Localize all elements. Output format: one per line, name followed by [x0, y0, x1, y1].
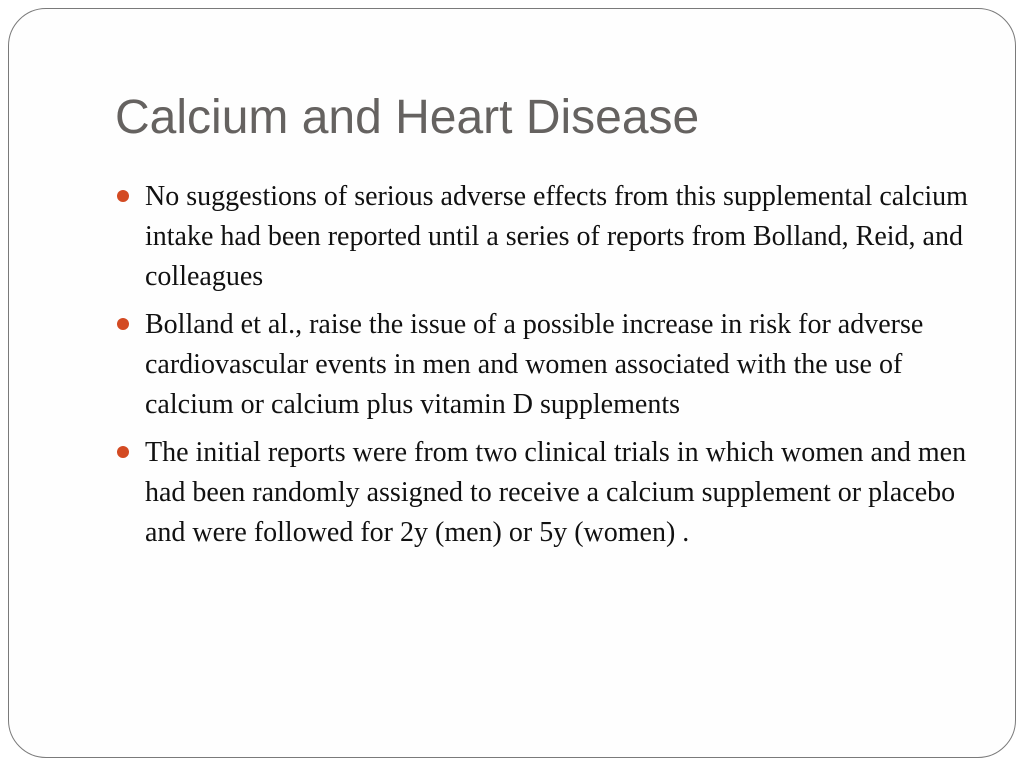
slide-frame: [8, 8, 1016, 758]
bullet-list: [115, 177, 975, 561]
slide-title: Calcium and Heart Disease: [115, 91, 700, 144]
bullet-text: No suggestions of serious adverse effects from this supplemental calcium intake had been reported until a series of reports from Bolland, Reid, and colleagues: [145, 181, 968, 292]
bullet-item-3: [115, 433, 975, 553]
bullet-item-2: [115, 305, 975, 425]
bullet-text: Bolland et al., raise the issue of a possible increase in risk for adverse cardiovascular events in men and women associated with the use of calcium or calcium plus vitamin D supplements: [145, 309, 924, 420]
bullet-dot-icon: [117, 190, 129, 202]
bullet-dot-icon: [117, 318, 129, 330]
bullet-dot-icon: [117, 446, 129, 458]
bullet-item-1: [115, 177, 975, 297]
bullet-text: The initial reports were from two clinical trials in which women and men had been randomly assigned to receive a calcium supplement or placebo and were followed for 2y (men) or 5y (women) .: [145, 437, 967, 548]
